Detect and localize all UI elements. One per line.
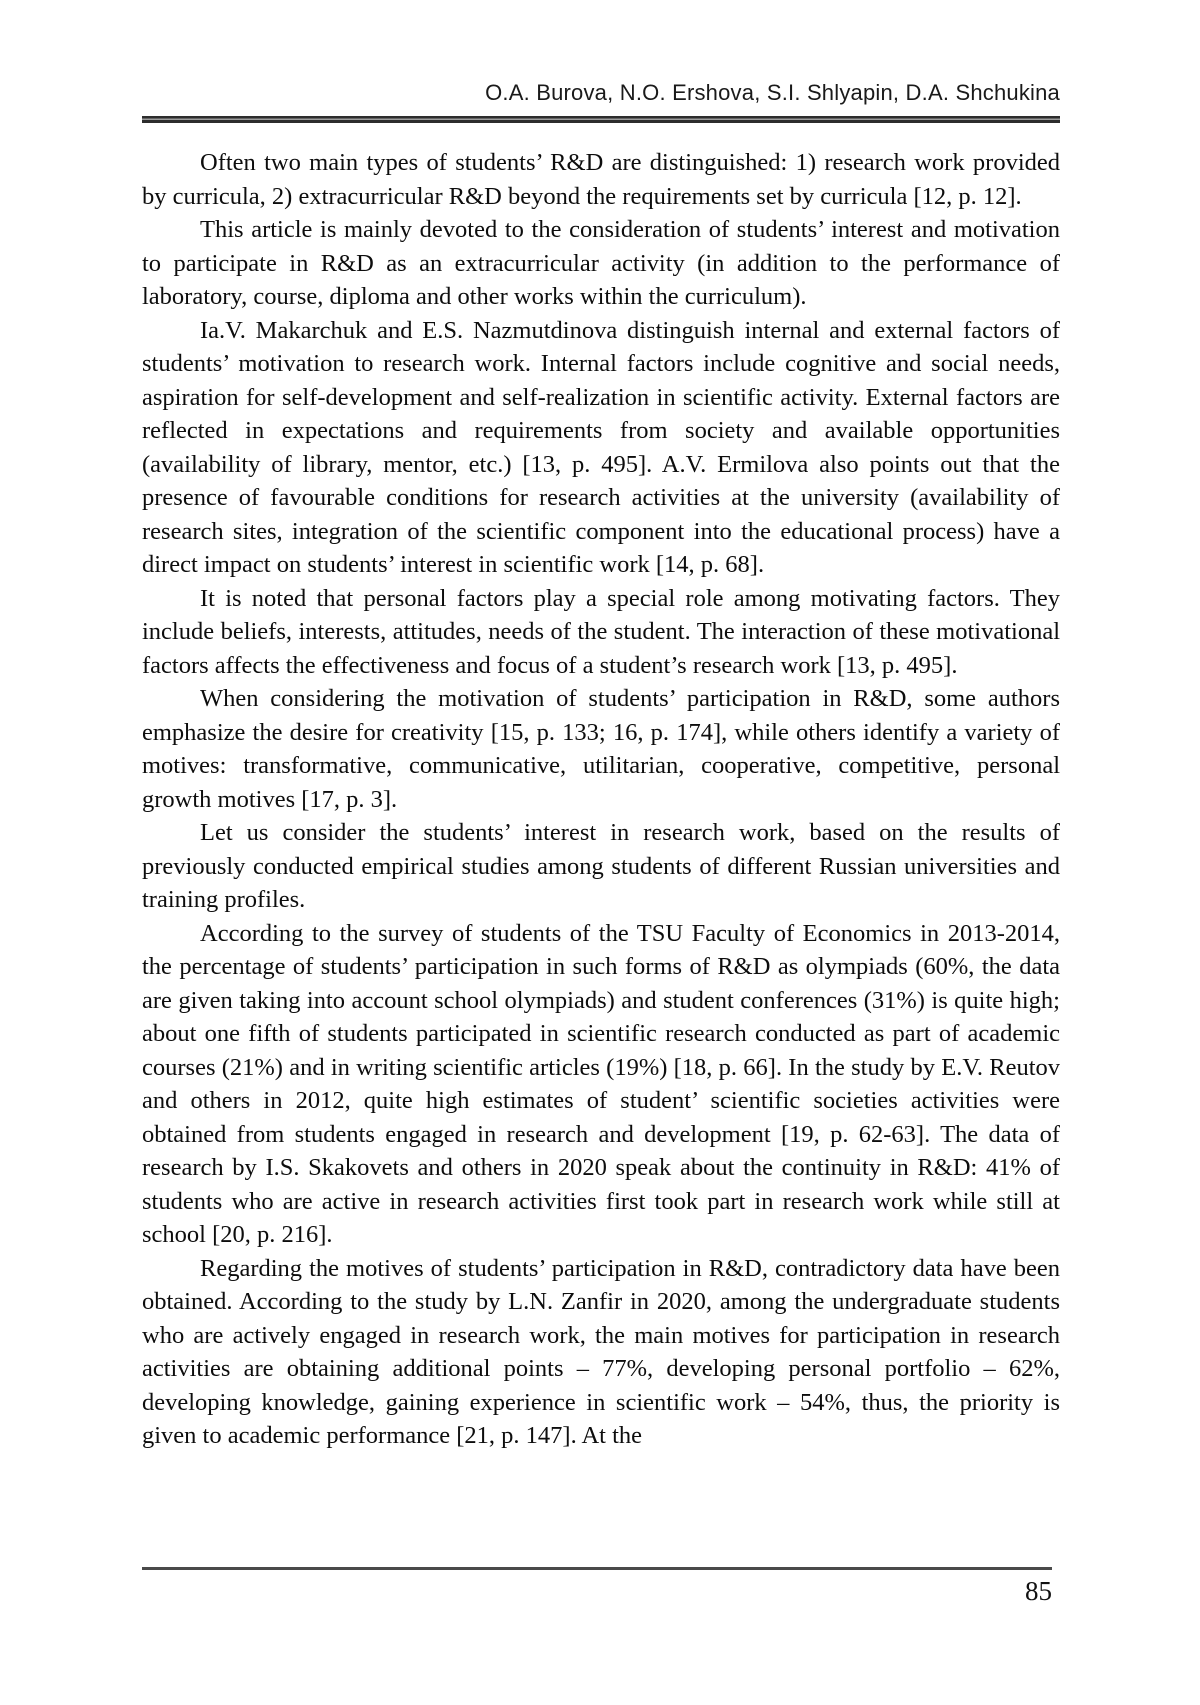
paragraph: Regarding the motives of students’ participation in R&D, contradictory data have been obtained. According to the study by L.N. Zanfir in 2020, among the undergraduate students who are actively engaged in research work, the main motives for participation in research activities are obtaining additional points – 77%, developing personal portfolio – 62%, developing knowledge, gaining experience in scientific work – 54%, thus, the priority is given to academic performance [21, p. 147]. At the (142, 1254, 1060, 1449)
paragraph: Ia.V. Makarchuk and E.S. Nazmutdinova distinguish internal and external factors of students’ motivation to research work. Internal factors include cognitive and social needs, aspiration for self-development and self-realization in scientific activity. External factors are reflected in expectations and requirements from society and available opportunities (availability of library, mentor, etc.) [13, p. 495]. A.V. Ermilova also points out that the presence of favourable conditions for research activities at the university (availability of research sites, integration of the scientific component into the educational process) have a direct impact on students’ interest in scientific work [14, p. 68]. (142, 316, 1060, 578)
running-head-authors: O.A. Burova, N.O. Ershova, S.I. Shlyapin, D.A. Shchukina (485, 80, 1060, 105)
paragraph: This article is mainly devoted to the consideration of students’ interest and motivation to participate in R&D as an extracurricular activity (in addition to the performance of laboratory, course, diploma and other works within the curriculum). (142, 216, 1060, 310)
page-number: 85 (1025, 1576, 1052, 1606)
paragraph: When considering the motivation of students’ participation in R&D, some authors emphasize the desire for creativity [15, p. 133; 16, p. 174], while others identify a variety of motives: transformative, communicative, utilitarian, cooperative, competitive, personal growth motives [17, p. 3]. (142, 685, 1060, 813)
article-body (142, 146, 1060, 1554)
header-double-rule (142, 116, 1060, 123)
paragraph: Often two main types of students’ R&D are distinguished: 1) research work provided by curricula, 2) extracurricular R&D beyond the requirements set by curricula [12, p. 12]. (142, 149, 1060, 210)
paragraph: According to the survey of students of the TSU Faculty of Economics in 2013-2014, the percentage of students’ participation in such forms of R&D as olympiads (60%, the data are given taking into account school olympiads) and student conferences (31%) is quite high; about one fifth of students participated in scientific research conducted as part of academic courses (21%) and in writing scientific articles (19%) [18, p. 66]. In the study by E.V. Reutov and others in 2012, quite high estimates of student’ scientific societies activities were obtained from students engaged in research and development [19, p. 62-63]. The data of research by I.S. Skakovets and others in 2020 speak about the continuity in R&D: 41% of students who are active in research activities first took part in research work while still at school [20, p. 216]. (142, 919, 1060, 1248)
paragraph: It is noted that personal factors play a special role among motivating factors. They include beliefs, interests, attitudes, needs of the student. The interaction of these motivational factors affects the effectiveness and focus of a student’s research work [13, p. 495]. (142, 584, 1060, 679)
footer-rule (142, 1567, 1052, 1570)
paragraph: Let us consider the students’ interest in research work, based on the results of previously conducted empirical studies among students of different Russian universities and training profiles. (142, 819, 1060, 913)
